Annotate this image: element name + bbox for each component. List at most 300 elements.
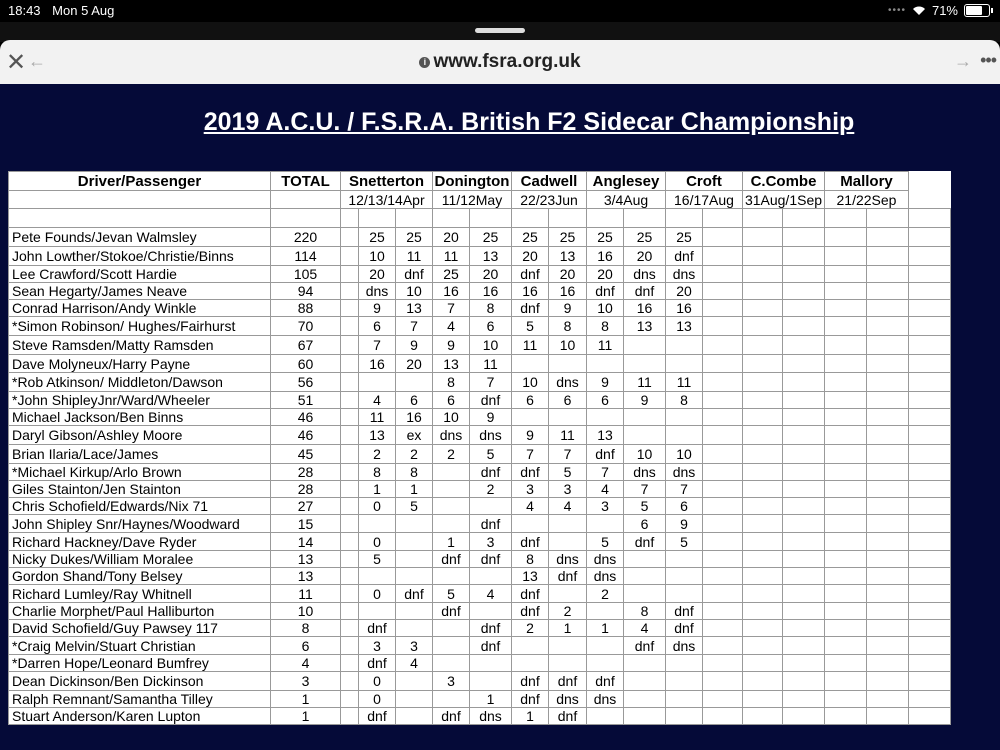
total-points: 60 bbox=[271, 355, 341, 373]
battery-icon bbox=[964, 4, 990, 17]
race-result: 8 bbox=[396, 464, 433, 481]
race-result bbox=[783, 533, 825, 551]
driver-name: Steve Ramsden/Matty Ramsden bbox=[9, 336, 271, 355]
race-result: 6 bbox=[396, 392, 433, 409]
race-result: 11 bbox=[433, 247, 470, 266]
race-result bbox=[396, 551, 433, 568]
race-result bbox=[743, 336, 783, 355]
race-result: dnf bbox=[666, 620, 703, 637]
header-round-dates: 22/23Jun bbox=[512, 191, 587, 209]
table-row bbox=[9, 228, 951, 247]
race-result bbox=[825, 691, 867, 708]
race-result bbox=[396, 620, 433, 637]
race-result: 1 bbox=[549, 620, 587, 637]
race-result bbox=[743, 585, 783, 603]
race-result: 4 bbox=[433, 317, 470, 336]
header-round-dates: 12/13/14Apr bbox=[341, 191, 433, 209]
table-row bbox=[9, 247, 951, 266]
race-result bbox=[825, 373, 867, 392]
total-points: 105 bbox=[271, 266, 341, 283]
race-result: dnf bbox=[587, 283, 624, 300]
race-result: dnf bbox=[470, 637, 512, 655]
race-result bbox=[341, 392, 359, 409]
race-result bbox=[867, 283, 909, 300]
blank-cell bbox=[271, 209, 341, 228]
race-result: 5 bbox=[587, 533, 624, 551]
race-result bbox=[825, 655, 867, 672]
race-result bbox=[433, 515, 470, 533]
race-result bbox=[341, 464, 359, 481]
race-result: 6 bbox=[624, 515, 666, 533]
race-result bbox=[743, 515, 783, 533]
race-result: 25 bbox=[624, 228, 666, 247]
race-result bbox=[341, 603, 359, 620]
race-result: 10 bbox=[624, 445, 666, 464]
status-date: Mon 5 Aug bbox=[52, 3, 115, 18]
total-points: 56 bbox=[271, 373, 341, 392]
race-result bbox=[512, 637, 549, 655]
race-result bbox=[703, 247, 743, 266]
header-round: Cadwell bbox=[512, 172, 587, 191]
race-result bbox=[783, 637, 825, 655]
race-result bbox=[433, 691, 470, 708]
table-row bbox=[9, 355, 951, 373]
table-row bbox=[9, 672, 951, 691]
race-result: dnf bbox=[396, 266, 433, 283]
race-result: dns bbox=[470, 708, 512, 725]
race-result: dnf bbox=[512, 464, 549, 481]
race-result: dns bbox=[549, 373, 587, 392]
race-result: dnf bbox=[359, 655, 396, 672]
driver-name: Brian Ilaria/Lace/James bbox=[9, 445, 271, 464]
race-result bbox=[825, 708, 867, 725]
race-result: 9 bbox=[587, 373, 624, 392]
race-result: 2 bbox=[587, 585, 624, 603]
race-result: 2 bbox=[549, 603, 587, 620]
race-result bbox=[743, 464, 783, 481]
race-result bbox=[743, 426, 783, 445]
race-result bbox=[783, 481, 825, 498]
info-icon[interactable]: i bbox=[419, 57, 430, 68]
race-result bbox=[743, 481, 783, 498]
race-result bbox=[666, 585, 703, 603]
race-result bbox=[624, 355, 666, 373]
race-result bbox=[867, 445, 909, 464]
race-result bbox=[743, 672, 783, 691]
total-points: 114 bbox=[271, 247, 341, 266]
race-result: 20 bbox=[512, 247, 549, 266]
race-result: dns bbox=[549, 691, 587, 708]
race-result bbox=[909, 620, 951, 637]
race-result: 8 bbox=[433, 373, 470, 392]
race-result bbox=[783, 355, 825, 373]
race-result bbox=[470, 603, 512, 620]
blank-cell bbox=[783, 209, 825, 228]
race-result bbox=[703, 283, 743, 300]
race-result bbox=[703, 426, 743, 445]
race-result bbox=[783, 691, 825, 708]
race-result bbox=[825, 551, 867, 568]
blank-cell bbox=[587, 209, 624, 228]
race-result bbox=[867, 317, 909, 336]
total-points: 94 bbox=[271, 283, 341, 300]
table-row bbox=[9, 266, 951, 283]
table-row bbox=[9, 533, 951, 551]
race-result: 20 bbox=[359, 266, 396, 283]
driver-name: Dave Molyneux/Harry Payne bbox=[9, 355, 271, 373]
race-result: 11 bbox=[666, 373, 703, 392]
header-round: Donington bbox=[433, 172, 512, 191]
race-result: dnf bbox=[549, 708, 587, 725]
race-result bbox=[666, 691, 703, 708]
race-result: dnf bbox=[624, 283, 666, 300]
race-result: 5 bbox=[512, 317, 549, 336]
race-result: dnf bbox=[549, 672, 587, 691]
race-result: 3 bbox=[587, 498, 624, 515]
race-result bbox=[341, 637, 359, 655]
total-points: 27 bbox=[271, 498, 341, 515]
race-result: 5 bbox=[359, 551, 396, 568]
race-result: 7 bbox=[470, 373, 512, 392]
race-result bbox=[341, 672, 359, 691]
race-result bbox=[867, 300, 909, 317]
race-result bbox=[909, 637, 951, 655]
race-result bbox=[470, 568, 512, 585]
race-result: dnf bbox=[470, 551, 512, 568]
table-row bbox=[9, 498, 951, 515]
race-result bbox=[743, 708, 783, 725]
race-result: 13 bbox=[587, 426, 624, 445]
race-result bbox=[624, 409, 666, 426]
race-result bbox=[743, 445, 783, 464]
race-result bbox=[825, 620, 867, 637]
race-result: 10 bbox=[666, 445, 703, 464]
table-row bbox=[9, 637, 951, 655]
race-result: 13 bbox=[359, 426, 396, 445]
race-result: 2 bbox=[433, 445, 470, 464]
driver-name: *John ShipleyJnr/Ward/Wheeler bbox=[9, 392, 271, 409]
race-result bbox=[825, 568, 867, 585]
race-result bbox=[470, 655, 512, 672]
driver-name: Ralph Remnant/Samantha Tilley bbox=[9, 691, 271, 708]
race-result bbox=[341, 568, 359, 585]
race-result: 2 bbox=[470, 481, 512, 498]
race-result: 2 bbox=[512, 620, 549, 637]
table-row bbox=[9, 392, 951, 409]
total-points: 13 bbox=[271, 568, 341, 585]
race-result: dnf bbox=[433, 708, 470, 725]
race-result: 10 bbox=[470, 336, 512, 355]
browser-toolbar bbox=[0, 40, 1000, 84]
championship-table bbox=[8, 171, 951, 725]
race-result bbox=[624, 708, 666, 725]
race-result bbox=[743, 551, 783, 568]
race-result bbox=[909, 228, 951, 247]
race-result: 9 bbox=[624, 392, 666, 409]
race-result: 7 bbox=[666, 481, 703, 498]
race-result bbox=[909, 481, 951, 498]
race-result: 13 bbox=[666, 317, 703, 336]
race-result bbox=[825, 266, 867, 283]
race-result: 1 bbox=[396, 481, 433, 498]
table-row bbox=[9, 336, 951, 355]
race-result bbox=[909, 355, 951, 373]
race-result bbox=[743, 373, 783, 392]
race-result bbox=[703, 568, 743, 585]
table-row bbox=[9, 551, 951, 568]
race-result: 4 bbox=[624, 620, 666, 637]
race-result bbox=[909, 283, 951, 300]
race-result: 13 bbox=[396, 300, 433, 317]
race-result bbox=[587, 355, 624, 373]
race-result bbox=[867, 585, 909, 603]
table-row bbox=[9, 300, 951, 317]
race-result: 9 bbox=[549, 300, 587, 317]
race-result bbox=[703, 672, 743, 691]
race-result bbox=[396, 568, 433, 585]
table-row bbox=[9, 317, 951, 336]
race-result bbox=[783, 317, 825, 336]
race-result bbox=[867, 568, 909, 585]
race-result: 2 bbox=[396, 445, 433, 464]
driver-name: *Simon Robinson/ Hughes/Fairhurst bbox=[9, 317, 271, 336]
race-result: 6 bbox=[470, 317, 512, 336]
race-result bbox=[825, 481, 867, 498]
race-result bbox=[341, 445, 359, 464]
table-row bbox=[9, 464, 951, 481]
race-result: 20 bbox=[624, 247, 666, 266]
race-result bbox=[341, 691, 359, 708]
race-result bbox=[341, 620, 359, 637]
race-result bbox=[396, 603, 433, 620]
blank-cell bbox=[909, 209, 951, 228]
race-result bbox=[341, 266, 359, 283]
table-row bbox=[9, 373, 951, 392]
race-result: 8 bbox=[587, 317, 624, 336]
race-result: 1 bbox=[512, 708, 549, 725]
close-icon[interactable]: ✕ bbox=[6, 49, 27, 76]
total-points: 220 bbox=[271, 228, 341, 247]
race-result bbox=[743, 620, 783, 637]
race-result bbox=[703, 691, 743, 708]
race-result bbox=[666, 355, 703, 373]
race-result bbox=[783, 672, 825, 691]
race-result bbox=[549, 355, 587, 373]
race-result: 20 bbox=[470, 266, 512, 283]
race-result bbox=[909, 409, 951, 426]
race-result: 7 bbox=[624, 481, 666, 498]
web-page bbox=[0, 84, 1000, 750]
race-result bbox=[433, 620, 470, 637]
race-result bbox=[909, 655, 951, 672]
header-round-dates: 11/12May bbox=[433, 191, 512, 209]
race-result: 4 bbox=[396, 655, 433, 672]
table-row bbox=[9, 409, 951, 426]
race-result bbox=[396, 533, 433, 551]
race-result: 1 bbox=[433, 533, 470, 551]
race-result: 2 bbox=[359, 445, 396, 464]
blank-cell bbox=[470, 209, 512, 228]
race-result: dns bbox=[359, 283, 396, 300]
race-result bbox=[825, 533, 867, 551]
race-result bbox=[825, 228, 867, 247]
race-result bbox=[666, 426, 703, 445]
race-result bbox=[909, 691, 951, 708]
race-result: 20 bbox=[433, 228, 470, 247]
driver-name: Chris Schofield/Edwards/Nix 71 bbox=[9, 498, 271, 515]
header-blank bbox=[9, 191, 271, 209]
driver-name: *Craig Melvin/Stuart Christian bbox=[9, 637, 271, 655]
driver-name: Charlie Morphet/Paul Halliburton bbox=[9, 603, 271, 620]
race-result: 1 bbox=[359, 481, 396, 498]
race-result: 7 bbox=[396, 317, 433, 336]
race-result bbox=[867, 691, 909, 708]
race-result bbox=[433, 655, 470, 672]
driver-name: *Darren Hope/Leonard Bumfrey bbox=[9, 655, 271, 672]
header-round: Croft bbox=[666, 172, 743, 191]
race-result: 3 bbox=[433, 672, 470, 691]
race-result: 7 bbox=[587, 464, 624, 481]
race-result bbox=[783, 515, 825, 533]
race-result bbox=[703, 228, 743, 247]
race-result bbox=[341, 498, 359, 515]
table-row bbox=[9, 691, 951, 708]
race-result bbox=[867, 355, 909, 373]
race-result: dnf bbox=[470, 620, 512, 637]
race-result: dnf bbox=[549, 568, 587, 585]
race-result: 0 bbox=[359, 691, 396, 708]
driver-name: Lee Crawford/Scott Hardie bbox=[9, 266, 271, 283]
race-result bbox=[396, 708, 433, 725]
race-result bbox=[783, 283, 825, 300]
race-result bbox=[825, 637, 867, 655]
race-result bbox=[587, 708, 624, 725]
race-result: 3 bbox=[549, 481, 587, 498]
more-options-icon[interactable]: ••• bbox=[980, 50, 996, 70]
race-result: 6 bbox=[433, 392, 470, 409]
back-arrow-icon[interactable]: ← bbox=[28, 51, 46, 71]
driver-name: Dean Dickinson/Ben Dickinson bbox=[9, 672, 271, 691]
race-result bbox=[909, 373, 951, 392]
race-result bbox=[666, 708, 703, 725]
race-result bbox=[825, 498, 867, 515]
race-result bbox=[867, 228, 909, 247]
race-result bbox=[703, 355, 743, 373]
race-result bbox=[341, 373, 359, 392]
race-result bbox=[743, 247, 783, 266]
race-result bbox=[703, 620, 743, 637]
total-points: 70 bbox=[271, 317, 341, 336]
race-result bbox=[624, 551, 666, 568]
blank-cell bbox=[549, 209, 587, 228]
race-result: 1 bbox=[470, 691, 512, 708]
race-result bbox=[703, 655, 743, 672]
race-result: 16 bbox=[666, 300, 703, 317]
sheet-grabber[interactable] bbox=[475, 28, 525, 33]
race-result bbox=[396, 515, 433, 533]
race-result bbox=[666, 336, 703, 355]
race-result: 11 bbox=[624, 373, 666, 392]
driver-name: John Shipley Snr/Haynes/Woodward bbox=[9, 515, 271, 533]
status-time: 18:43 bbox=[8, 3, 41, 18]
blank-cell bbox=[512, 209, 549, 228]
race-result: 0 bbox=[359, 672, 396, 691]
race-result bbox=[783, 603, 825, 620]
race-result bbox=[341, 585, 359, 603]
race-result bbox=[341, 336, 359, 355]
race-result: 8 bbox=[470, 300, 512, 317]
race-result bbox=[624, 672, 666, 691]
spacer-row bbox=[9, 209, 951, 228]
race-result: dns bbox=[587, 568, 624, 585]
blank-cell bbox=[9, 209, 271, 228]
header-round: Anglesey bbox=[587, 172, 666, 191]
blank-cell bbox=[433, 209, 470, 228]
race-result bbox=[909, 300, 951, 317]
race-result bbox=[470, 672, 512, 691]
race-result bbox=[867, 266, 909, 283]
blank-cell bbox=[666, 209, 703, 228]
race-result bbox=[666, 551, 703, 568]
race-result bbox=[587, 637, 624, 655]
blank-cell bbox=[341, 209, 359, 228]
race-result bbox=[825, 336, 867, 355]
total-points: 3 bbox=[271, 672, 341, 691]
race-result bbox=[666, 409, 703, 426]
race-result bbox=[743, 300, 783, 317]
race-result: dnf bbox=[587, 445, 624, 464]
race-result bbox=[703, 481, 743, 498]
race-result bbox=[666, 655, 703, 672]
race-result: 9 bbox=[666, 515, 703, 533]
race-result bbox=[909, 568, 951, 585]
race-result: 11 bbox=[587, 336, 624, 355]
race-result bbox=[624, 691, 666, 708]
race-result bbox=[825, 672, 867, 691]
total-points: 6 bbox=[271, 637, 341, 655]
table-row bbox=[9, 283, 951, 300]
race-result bbox=[341, 409, 359, 426]
race-result bbox=[703, 585, 743, 603]
race-result: 10 bbox=[549, 336, 587, 355]
url-text: www.fsra.org.uk bbox=[433, 51, 581, 72]
race-result bbox=[512, 655, 549, 672]
race-result bbox=[624, 336, 666, 355]
race-result: 10 bbox=[359, 247, 396, 266]
race-result: dns bbox=[549, 551, 587, 568]
race-result bbox=[867, 498, 909, 515]
race-result bbox=[867, 426, 909, 445]
race-result: 13 bbox=[433, 355, 470, 373]
race-result bbox=[341, 300, 359, 317]
race-result: 13 bbox=[549, 247, 587, 266]
race-result bbox=[783, 409, 825, 426]
race-result bbox=[743, 355, 783, 373]
address-bar[interactable] bbox=[0, 51, 1000, 73]
driver-name: Pete Founds/Jevan Walmsley bbox=[9, 228, 271, 247]
forward-arrow-icon[interactable]: → bbox=[954, 51, 972, 71]
race-result bbox=[743, 283, 783, 300]
race-result bbox=[703, 300, 743, 317]
race-result: 7 bbox=[512, 445, 549, 464]
race-result bbox=[867, 708, 909, 725]
total-points: 1 bbox=[271, 708, 341, 725]
race-result bbox=[867, 533, 909, 551]
race-result bbox=[433, 637, 470, 655]
table-row bbox=[9, 655, 951, 672]
driver-name: Daryl Gibson/Ashley Moore bbox=[9, 426, 271, 445]
race-result bbox=[825, 603, 867, 620]
